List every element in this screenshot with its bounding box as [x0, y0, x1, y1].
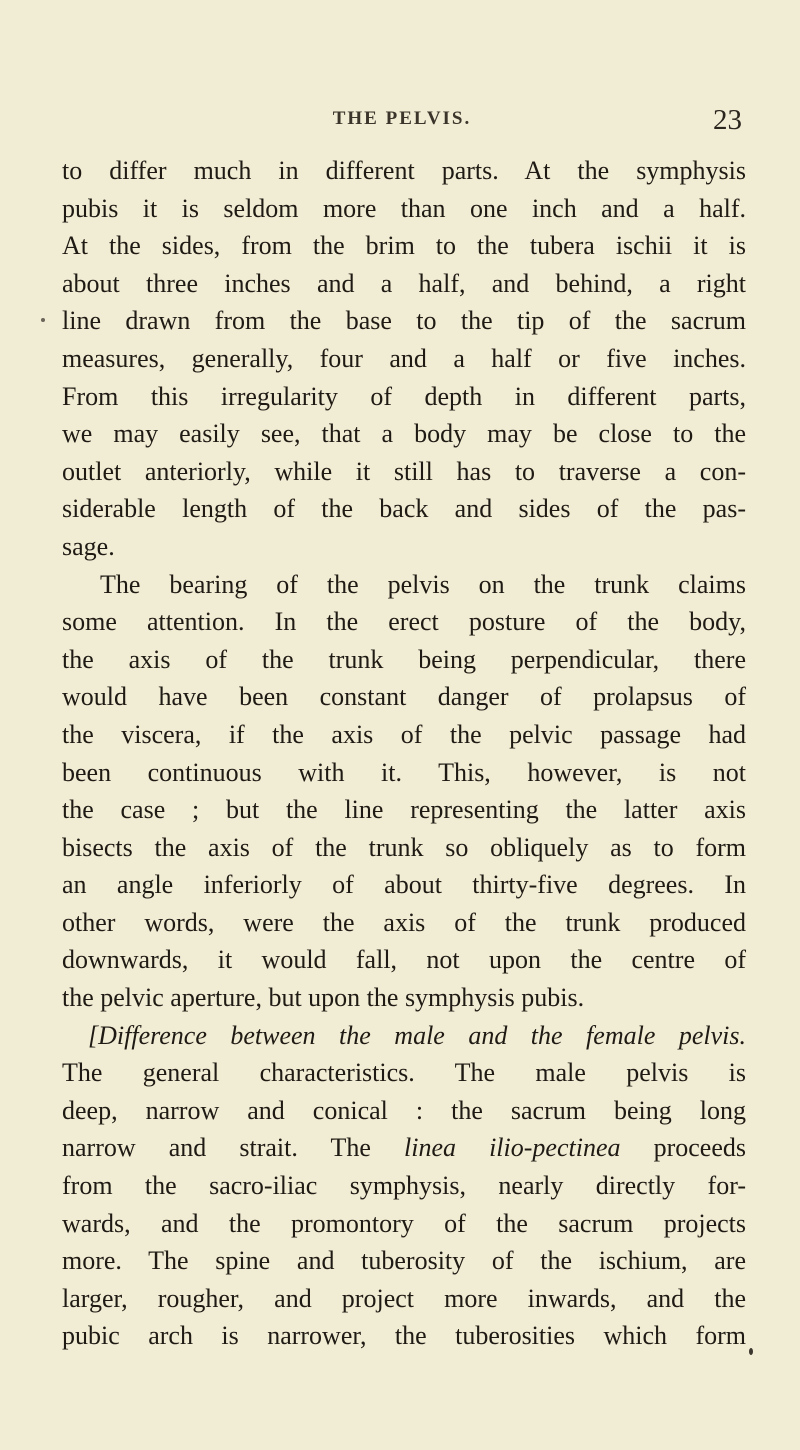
text-line: larger, rougher, and project more inwards, and the: [62, 1283, 746, 1313]
text-line: deep, narrow and conical : the sacrum being long: [62, 1095, 746, 1125]
text-line: we may easily see, that a body may be close to the: [62, 419, 746, 449]
text-line: to differ much in different parts. At the symphysis: [62, 156, 746, 185]
text-line: the pelvic aperture, but upon the symphysis pubis.: [62, 983, 585, 1013]
margin-mark: [41, 318, 45, 322]
text-line: an angle inferiorly of about thirty-five degrees. In: [62, 870, 746, 900]
section-heading-line: [62, 1017, 746, 1055]
text-line: bisects the axis of the trunk so obliquely as to form: [62, 832, 746, 862]
text-line: would have been constant danger of prolapsus of: [62, 682, 746, 712]
running-head: [62, 104, 742, 138]
text-line: outlet anteriorly, while it still has to traverse a con-: [62, 456, 746, 486]
text-line: other words, were the axis of the trunk produced: [62, 907, 746, 937]
paragraph-start-line: The bearing of the pelvis on the trunk claims: [100, 569, 746, 599]
ink-spot: [749, 1348, 753, 1355]
text-line: The general characteristics. The male pelvis is: [62, 1058, 746, 1088]
body-text: [62, 152, 746, 1355]
text-line: more. The spine and tuberosity of the ischium, are: [62, 1246, 746, 1276]
text-line: been continuous with it. This, however, is not: [62, 757, 746, 787]
page-number: 23: [713, 104, 742, 136]
text-segment: proceeds: [620, 1133, 746, 1163]
text-line: some attention. In the erect posture of the body,: [62, 607, 746, 637]
section-heading: [Difference between the male and the female pelvis.: [88, 1020, 746, 1050]
text-line: pubis it is seldom more than one inch and a half.: [62, 193, 746, 223]
text-line: about three inches and a half, and behind, a right: [62, 268, 746, 298]
text-line: the viscera, if the axis of the pelvic passage had: [62, 719, 746, 749]
text-line: from the sacro-iliac symphysis, nearly directly for-: [62, 1171, 746, 1201]
text-line: From this irregularity of depth in different parts,: [62, 381, 746, 411]
text-line: pubic arch is narrower, the tuberosities which form: [62, 1321, 746, 1351]
text-line: measures, generally, four and a half or five inches.: [62, 343, 746, 373]
text-line: At the sides, from the brim to the tubera ischii it is: [62, 231, 746, 261]
text-line: line drawn from the base to the tip of the sacrum: [62, 306, 746, 336]
text-segment: narrow and strait. The: [62, 1133, 404, 1163]
running-title: THE PELVIS.: [332, 108, 472, 129]
text-line: downwards, it would fall, not upon the centre of: [62, 945, 746, 975]
text-line: wards, and the promontory of the sacrum projects: [62, 1208, 746, 1238]
text-line: the case ; but the line representing the latter axis: [62, 795, 746, 825]
anatomical-term: linea ilio-pectinea: [404, 1133, 621, 1163]
text-line: sage.: [62, 531, 115, 561]
text-line: the axis of the trunk being perpendicular, there: [62, 644, 746, 674]
text-line: [62, 1129, 746, 1167]
text-line: siderable length of the back and sides of the pas-: [62, 494, 746, 524]
